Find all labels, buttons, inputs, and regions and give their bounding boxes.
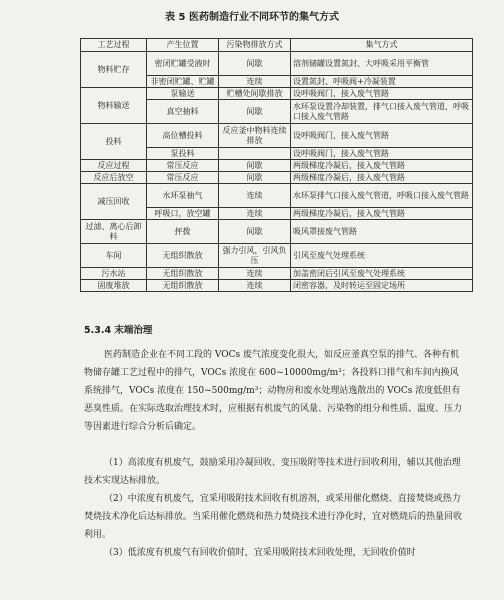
- table-cell: 非密闭贮罐、贮罐: [147, 76, 219, 88]
- table-row: [81, 52, 473, 76]
- table-cell: 连续: [219, 76, 291, 88]
- table-cell: 水环泵排气口接入废气管道，呼吸口接入废气管路: [291, 184, 473, 208]
- table-cell: 水环泵抽气: [147, 184, 219, 208]
- table-row: [81, 280, 473, 292]
- header-cell: 污染物排放方式: [219, 39, 291, 52]
- table-cell: 加盖密闭后引风至废气处理系统: [291, 268, 473, 280]
- table-row: [81, 160, 473, 172]
- table-cell: 抨拨: [147, 220, 219, 244]
- paragraph: （3）低浓度有机废气有回收价值时，宜采用吸附技术回收处理，无回收价值时: [104, 548, 416, 558]
- table-cell: 过滤、离心后卸料: [81, 220, 147, 244]
- gas-collection-table: [80, 38, 473, 292]
- table-cell: 无组织散放: [147, 268, 219, 280]
- table-cell: 减压回收: [81, 184, 147, 220]
- table-cell: 设呼吸阀门，接入废气管路: [291, 88, 473, 100]
- table-cell: 常压反应: [147, 172, 219, 184]
- table-row: [81, 220, 473, 244]
- table-cell: 间歇: [219, 220, 291, 244]
- table-cell: 水环泵设置冷却装置，排气口接入废气管道，呼吸口接入废气管路: [291, 100, 473, 124]
- table-cell: 连续: [219, 280, 291, 292]
- table-cell: 连续: [219, 208, 291, 220]
- section-heading: 5.3.4 末端治理: [84, 325, 153, 336]
- table-cell: 固废堆放: [81, 280, 147, 292]
- table-row: [81, 184, 473, 208]
- table-cell: 反应后放空: [81, 172, 147, 184]
- table-cell: 闭密容器，及时转运至固定场所: [291, 280, 473, 292]
- table-cell: 强力引风，引风负压: [219, 244, 291, 268]
- table-row: [81, 124, 473, 148]
- table-cell: 物料输送: [81, 88, 147, 124]
- table-cell: 高位槽投料: [147, 124, 219, 148]
- table-cell: 两级梯度冷凝后，接入废气管路: [291, 172, 473, 184]
- table-cell: 溶剂储罐设置氮封、大呼吸采用平衡管: [291, 52, 473, 76]
- table-cell: [219, 148, 291, 160]
- paragraph: （1）高浓度有机废气，鼓励采用冷凝回收、变压吸附等技术进行回收利用，辅以其他治理技术实现达标排放。: [84, 458, 461, 486]
- paragraph: 医药制造企业在不同工段的 VOCs 废气浓度变化很大，如反应釜真空泵的排气、各种有机物储存罐工艺过程中的排气，VOCs 浓度在 600~10000mg/m³；各投料口排气和车间内换风系统排气，VOCs 浓度在 150~500mg/m³；动物房和废水处理站逸散出的 VOCs 浓度低但有恶臭性质。在实际选取治理技术时，应根据有机废气的风量、污染物的组分和性质、温度、压力等因素进行综合分析后确定。: [84, 350, 463, 432]
- table-cell: 两级梯度冷凝后，接入废气管路: [291, 160, 473, 172]
- paragraph: （2）中浓度有机废气，宜采用吸附技术回收有机溶剂，或采用催化燃烧、直接焚烧或热力焚烧技术净化后达标排放。当采用催化燃烧和热力焚烧技术进行净化时，宜对燃烧后的热量回收利用。: [84, 494, 463, 540]
- header-cell: 产生位置: [147, 39, 219, 52]
- table-row: [81, 268, 473, 280]
- table-cell: 连续: [219, 268, 291, 280]
- table-cell: 真空抽料: [147, 100, 219, 124]
- table-cell: 泵投料: [147, 148, 219, 160]
- table-row: [81, 244, 473, 268]
- table-cell: 设置氮封、呼吸阀+冷凝装置: [291, 76, 473, 88]
- table-cell: 反应过程: [81, 160, 147, 172]
- table-cell: 间歇: [219, 160, 291, 172]
- table-cell: 两级梯度冷凝后，接入废气管路: [291, 208, 473, 220]
- table-cell: 常压反应: [147, 160, 219, 172]
- table-cell: 无组织散放: [147, 244, 219, 268]
- table-cell: 连续: [219, 184, 291, 208]
- table-caption: 表 5 医药制造行业不同环节的集气方式: [165, 12, 339, 23]
- table-row: [81, 172, 473, 184]
- table-cell: 无组织散放: [147, 280, 219, 292]
- table-header-row: [81, 39, 473, 52]
- header-cell: 工艺过程: [81, 39, 147, 52]
- table-cell: 引风至废气处理系统: [291, 244, 473, 268]
- table-cell: 密闭贮罐受液时: [147, 52, 219, 76]
- table-cell: 物料贮存: [81, 52, 147, 88]
- table-cell: 间歇: [219, 52, 291, 76]
- table-cell: 车间: [81, 244, 147, 268]
- header-cell: 集气方式: [291, 39, 473, 52]
- table-cell: 反应釜中物料连续排放: [219, 124, 291, 148]
- table-row: [81, 88, 473, 100]
- table-cell: 呼吸口，放空罐: [147, 208, 219, 220]
- table-cell: 污水站: [81, 268, 147, 280]
- table-cell: 泵输送: [147, 88, 219, 100]
- table-cell: 贮槽处间歇排放: [219, 88, 291, 100]
- table-cell: 间歇: [219, 172, 291, 184]
- table-cell: 间歇: [219, 100, 291, 124]
- table-cell: 设呼吸阀门，接入废气管路: [291, 148, 473, 160]
- table-cell: 设呼吸阀门，接入废气管路: [291, 124, 473, 148]
- table-cell: 投料: [81, 124, 147, 160]
- table-cell: 吸风罩接废气管路: [291, 220, 473, 244]
